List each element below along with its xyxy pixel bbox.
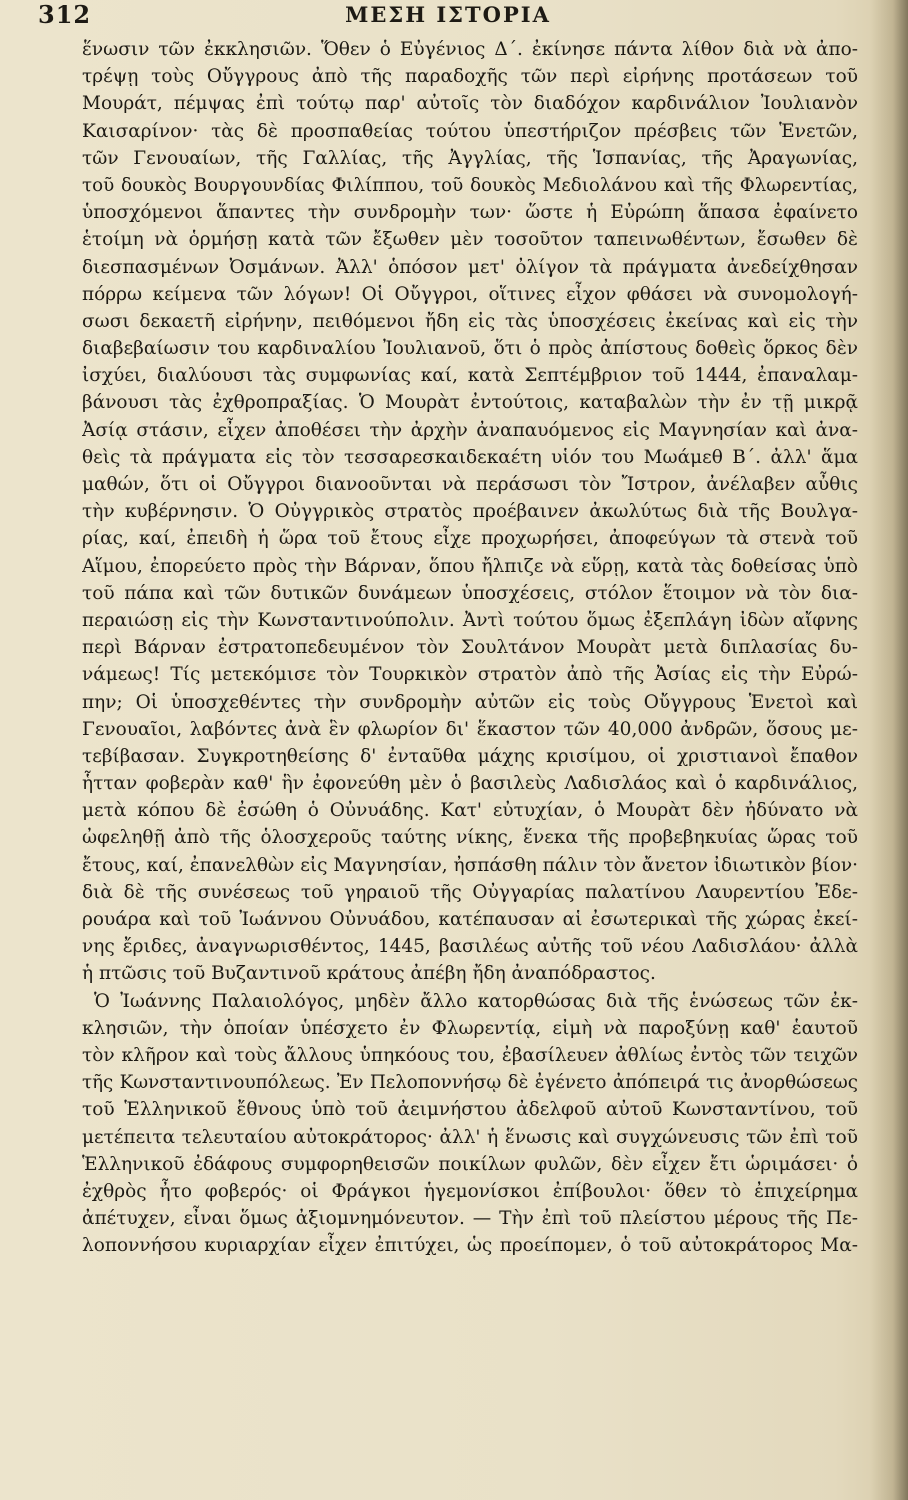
text-line: ρουάρα καὶ τοῦ Ἰωάννου Οὐνυάδου, κατέπαυσαν αἱ ἐσωτερικαὶ τῆς χώρας ἐκεί- [82,909,858,930]
text-line: νάμεως! Τίς μετεκόμισε τὸν Τουρκικὸν στρατὸν ἀπὸ τῆς Ἀσίας εἰς τὴν Εὐρώ- [82,664,858,686]
text-line: τῶν Γενουαίων, τῆς Γαλλίας, τῆς Ἀγγλίας, τῆς Ἱσπανίας, τῆς Ἀραγωνίας, [82,147,858,169]
text-line: νης ἔριδες, ἀναγνωρισθέντος, 1445, βασιλέως αὐτῆς τοῦ νέου Λαδισλάου· ἀλλὰ [82,936,858,958]
text-line: μετὰ κόπου δὲ ἐσώθη ὁ Οὐνυάδης. Κατ' εὐτυχίαν, ὁ Μουρὰτ δὲν ἠδύνατο νὰ [82,800,858,822]
paragraph-start-line: Ὁ Ἰωάννης Παλαιολόγος, μηδὲν ἄλλο κατορθώσας διὰ τῆς ἑνώσεως τῶν ἐκ- [94,990,858,1012]
text-line: ἑτοίμη νὰ ὁρμήσῃ κατὰ τῶν ἔξωθεν μὲν τοσοῦτον ταπεινωθέντων, ἔσωθεν δὲ [82,229,858,251]
body-text [82,36,858,1259]
text-line: πόρρω κείμενα τῶν λόγων! Οἱ Οὔγγροι, οἵτινες εἶχον φθάσει νὰ συνομολογή- [82,283,858,305]
running-title: ΜΕΣΗ ΙΣΤΟΡΙΑ [345,2,551,27]
text-line: ὑποσχόμενοι ἅπαντες τὴν συνδρομὴν των· ὥστε ἡ Εὐρώπη ἅπασα ἐφαίνετο [82,202,858,224]
text-line: διὰ δὲ τῆς συνέσεως τοῦ γηραιοῦ τῆς Οὐγγαρίας παλατίνου Λαυρεντίου Ἐδε- [82,881,858,903]
text-line: Ἑλληνικοῦ ἐδάφους συμφορηθεισῶν ποικίλων φυλῶν, δὲν εἶχεν ἔτι ὡριμάσει· ὁ [82,1153,858,1175]
text-line: περαιώσῃ εἰς τὴν Κωνσταντινούπολιν. Ἀντὶ τούτου ὅμως ἐξεπλάγη ἰδὼν αἴφνης [82,609,858,631]
text-line: ὠφεληθῇ ἀπὸ τῆς ὁλοσχεροῦς ταύτης νίκης, ἕνεκα τῆς προβεβηκυίας ὥρας τοῦ [82,827,858,849]
text-line: τῆς Κωνσταντινουπόλεως. Ἐν Πελοποννήσῳ δὲ ἐγένετο ἀπόπειρά τις ἀνορθώσεως [82,1072,858,1094]
text-line: τεβίβασαν. Συγκροτηθείσης δ' ἐνταῦθα μάχης κρισίμου, οἱ χριστιανοὶ ἔπαθον [82,745,858,767]
text-line: Γενουαῖοι, λαβόντες ἀνὰ ἓν φλωρίον δι' ἕκαστον τῶν 40,000 ἀνδρῶν, ὅσους με- [82,718,858,740]
text-line: περὶ Βάρναν ἐστρατοπεδευμένον τὸν Σουλτάνον Μουρὰτ μετὰ διπλασίας δυ- [82,637,858,659]
text-line: Μουράτ, πέμψας ἐπὶ τούτῳ παρ' αὐτοῖς τὸν διαδόχον καρδινάλιον Ἰουλιανὸν [82,93,858,115]
text-line: τοῦ Ἑλληνικοῦ ἔθνους ὑπὸ τοῦ ἀειμνήστου ἀδελφοῦ αὐτοῦ Κωνσταντίνου, τοῦ [82,1099,858,1121]
text-line: ρίας, καί, ἐπειδὴ ἡ ὥρα τοῦ ἔτους εἶχε προχωρήσει, ἀποφεύγων τὰ στενὰ τοῦ [82,528,858,550]
page-header [38,0,858,30]
text-line: ἰσχύει, διαλύουσι τὰς συμφωνίας καί, κατὰ Σεπτέμβριον τοῦ 1444, ἐπαναλαμ- [82,365,858,387]
text-line: ἧτταν φοβερὰν καθ' ἣν ἐφονεύθη μὲν ὁ βασιλεὺς Λαδισλάος καὶ ὁ καρδινάλιος, [82,773,858,795]
text-line: ἀπέτυχεν, εἶναι ὅμως ἀξιομνημόνευτον. — Τὴν ἐπὶ τοῦ πλείστου μέρους τῆς Πε- [82,1208,858,1230]
page-number: 312 [38,0,92,29]
text-line: πην; Οἱ ὑποσχεθέντες τὴν συνδρομὴν αὐτῶν εἰς τοὺς Οὔγγρους Ἑνετοὶ καὶ [82,691,858,713]
text-line: τὴν κυβέρνησιν. Ὁ Οὐγγρικὸς στρατὸς προέβαινεν ἀκωλύτως διὰ τῆς Βουλγα- [82,501,858,523]
text-line: τρέψῃ τοὺς Οὔγγρους ἀπὸ τῆς παραδοχῆς τῶν περὶ εἰρήνης προτάσεων τοῦ [82,66,858,88]
text-line: βάνουσι τὰς ἐχθροπραξίας. Ὁ Μουρὰτ ἐντούτοις, καταβαλὼν τὴν ἐν τῇ μικρᾷ [82,392,858,414]
text-line: τὸν κλῆρον καὶ τοὺς ἄλλους ὑπηκόους του, ἐβασίλευεν ἀθλίως ἐντὸς τῶν τειχῶν [82,1044,858,1066]
text-line: τοῦ δουκὸς Βουργουνδίας Φιλίππου, τοῦ δουκὸς Μεδιολάνου καὶ τῆς Φλωρεντίας, [82,174,858,196]
text-line: μαθών, ὅτι οἱ Οὔγγροι διανοοῦνται νὰ περάσωσι τὸν Ἴστρον, ἀνέλαβεν αὖθις [82,474,858,495]
text-line: διαβεβαίωσιν του καρδιναλίου Ἰουλιανοῦ, ὅτι ὁ πρὸς ἀπίστους δοθεὶς ὅρκος δὲν [82,338,858,360]
text-line: τοῦ πάπα καὶ τῶν δυτικῶν δυνάμεων ὑποσχέσεις, στόλον ἕτοιμον νὰ τὸν δια- [82,582,858,604]
text-line: διεσπασμένων Ὀσμάνων. Ἀλλ' ὁπόσον μετ' ὀλίγον τὰ πράγματα ἀνεδείχθησαν [82,256,858,278]
page-edge-shadow [870,0,908,1500]
text-line: λοποννήσου κυριαρχίαν εἶχεν ἐπιτύχει, ὡς προείπομεν, ὁ τοῦ αὐτοκράτορος Μα- [82,1235,858,1257]
text-line: μετέπειτα τελευταίου αὐτοκράτορος· ἀλλ' ἡ ἕνωσις καὶ συγχώνευσις τῶν ἐπὶ τοῦ [82,1126,858,1148]
text-line: ἔτους, καί, ἐπανελθὼν εἰς Μαγνησίαν, ἠσπάσθη πάλιν τὸν ἄνετον ἰδιωτικὸν βίον· [82,854,858,876]
text-line: κλησιῶν, τὴν ὁποίαν ὑπέσχετο ἐν Φλωρεντίᾳ, εἰμὴ νὰ παροξύνῃ καθ' ἑαυτοῦ [82,1017,858,1039]
text-line: Ἀσίᾳ στάσιν, εἶχεν ἀποθέσει τὴν ἀρχὴν ἀναπαυόμενος εἰς Μαγνησίαν καὶ ἀνα- [82,419,858,441]
text-line: Καισαρίνον· τὰς δὲ προσπαθείας τούτου ὑπεστήριζον πρέσβεις τῶν Ἑνετῶν, [82,120,858,142]
text-line: σωσι δεκαετῆ εἰρήνην, πειθόμενοι ἤδη εἰς τὰς ὑποσχέσεις ἐκείνας καὶ εἰς τὴν [82,310,858,332]
text-line: θεὶς τὰ πράγματα εἰς τὸν τεσσαρεσκαιδεκαέτη υἱόν του Μωάμεθ Β΄. ἀλλ' ἅμα [82,446,858,468]
text-line: ἐχθρὸς ἦτο φοβερός· οἱ Φράγκοι ἡγεμονίσκοι ἐπίβουλοι· ὅθεν τὸ ἐπιχείρημα [82,1180,858,1202]
text-line: ἡ πτῶσις τοῦ Βυζαντινοῦ κράτους ἀπέβη ἤδη ἀναπόδραστος. [82,963,656,985]
text-line: ἕνωσιν τῶν ἐκκλησιῶν. Ὅθεν ὁ Εὐγένιος Δ΄. ἐκίνησε πάντα λίθον διὰ νὰ ἀπο- [82,39,858,60]
text-line: Αἵμου, ἐπορεύετο πρὸς τὴν Βάρναν, ὅπου ἤλπιζε νὰ εὕρῃ, κατὰ τὰς δοθείσας ὑπὸ [82,555,858,577]
